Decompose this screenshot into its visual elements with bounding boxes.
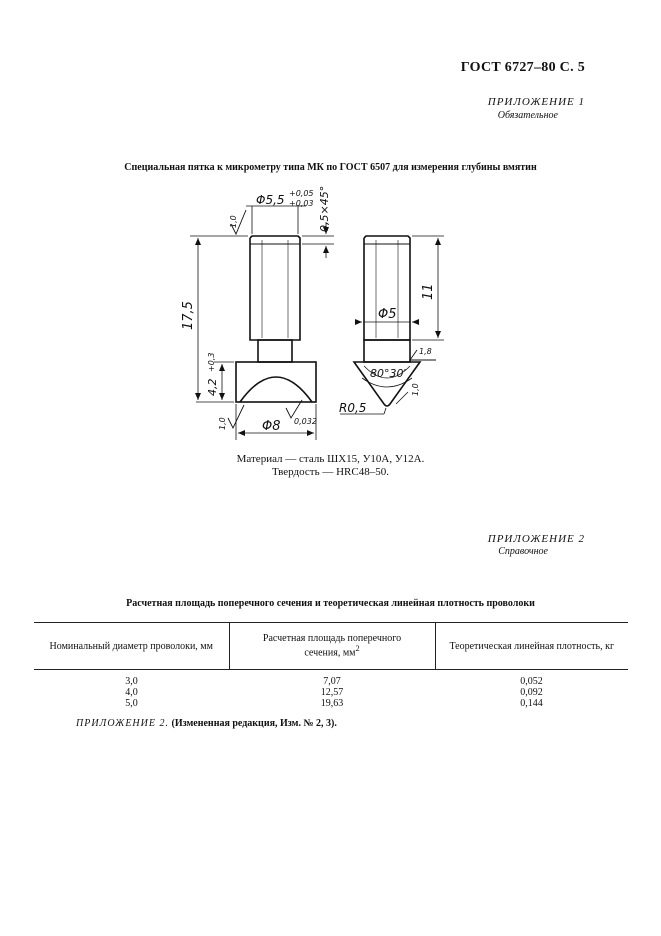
header-area-line1: Расчетная площадь поперечного (262, 633, 402, 645)
header-density: Теоретическая линейная плотность, кг (435, 623, 628, 670)
table-row (34, 687, 628, 698)
label-radius: R0,5 (339, 401, 367, 415)
label-phi-8: Φ8 (262, 419, 281, 434)
footer-text: (Измененная редакция, Изм. № 2, 3). (171, 718, 337, 729)
dim-17-5 (190, 236, 248, 402)
label-phi-5-5-tol-upper: +0,05 (289, 189, 314, 198)
label-phi-5-5: Φ5,5 (256, 193, 285, 207)
cell-area: 12,57 (320, 687, 344, 698)
cell-density: 0,144 (520, 698, 543, 709)
table-header-row (34, 623, 628, 670)
label-roughness-base: 0,032 (294, 417, 317, 426)
appendix-1-title: ПРИЛОЖЕНИЕ 1 (487, 96, 585, 108)
cell-diameter: 5,0 (125, 698, 138, 709)
label-roughness-left: 1,0 (218, 417, 227, 430)
label-phi-5-5-tol-lower: +0,03 (289, 199, 314, 208)
label-17-5: 17,5 (181, 301, 196, 330)
material-note (0, 453, 661, 479)
data-table (34, 622, 628, 709)
table-title: Расчетная площадь поперечного сечения и теоретическая линейная плотность проволоки (126, 598, 535, 609)
header-area-sup: 2 (355, 644, 360, 654)
hardness-text: Твердость — HRC48–50. (272, 466, 389, 478)
appendix-2-title: ПРИЛОЖЕНИЕ 2 (487, 533, 585, 545)
appendix-1-status: Обязательное (497, 110, 558, 121)
label-roughness-cone: 1,0 (411, 383, 420, 396)
label-chamfer: 0,5×45° (318, 185, 331, 232)
label-11: 11 (421, 283, 436, 300)
cell-area: 7,07 (323, 676, 341, 687)
label-4-2: 4,2 (206, 378, 219, 396)
cell-diameter: 4,0 (125, 687, 138, 698)
footer-note (76, 718, 337, 729)
appendix-2-status: Справочное (498, 546, 548, 557)
label-phi-5: Φ5 (378, 307, 397, 322)
header-diameter: Номинальный диаметр проволоки, мм (34, 623, 229, 670)
heel-outline (236, 236, 316, 402)
dim-phi-5-5 (246, 206, 306, 234)
cell-diameter: 3,0 (125, 676, 138, 687)
cell-density: 0,052 (520, 676, 543, 687)
table-row (34, 670, 628, 688)
label-4-2-tol: +0,3 (207, 352, 216, 372)
table-row (34, 698, 628, 709)
page-header: ГОСТ 6727–80 С. 5 (460, 60, 585, 75)
label-cone-angle: 80°30′ (370, 367, 406, 380)
drawing-caption: Специальная пятка к микрометру типа МК по ГОСТ 6507 для измерения глубины вмятин (124, 162, 537, 173)
footer-label: ПРИЛОЖЕНИЕ 2. (76, 718, 169, 729)
header-area (229, 623, 435, 670)
label-roughness-side: 1,8 (419, 347, 432, 356)
header-area-line2: сечения, мм (304, 647, 356, 659)
label-roughness-top: 1,0 (229, 215, 238, 228)
cell-density: 0,092 (520, 687, 543, 698)
material-text: Материал — сталь ШХ15, У10А, У12А. (236, 453, 425, 465)
technical-drawing (0, 175, 661, 455)
cell-area: 19,63 (320, 698, 344, 709)
